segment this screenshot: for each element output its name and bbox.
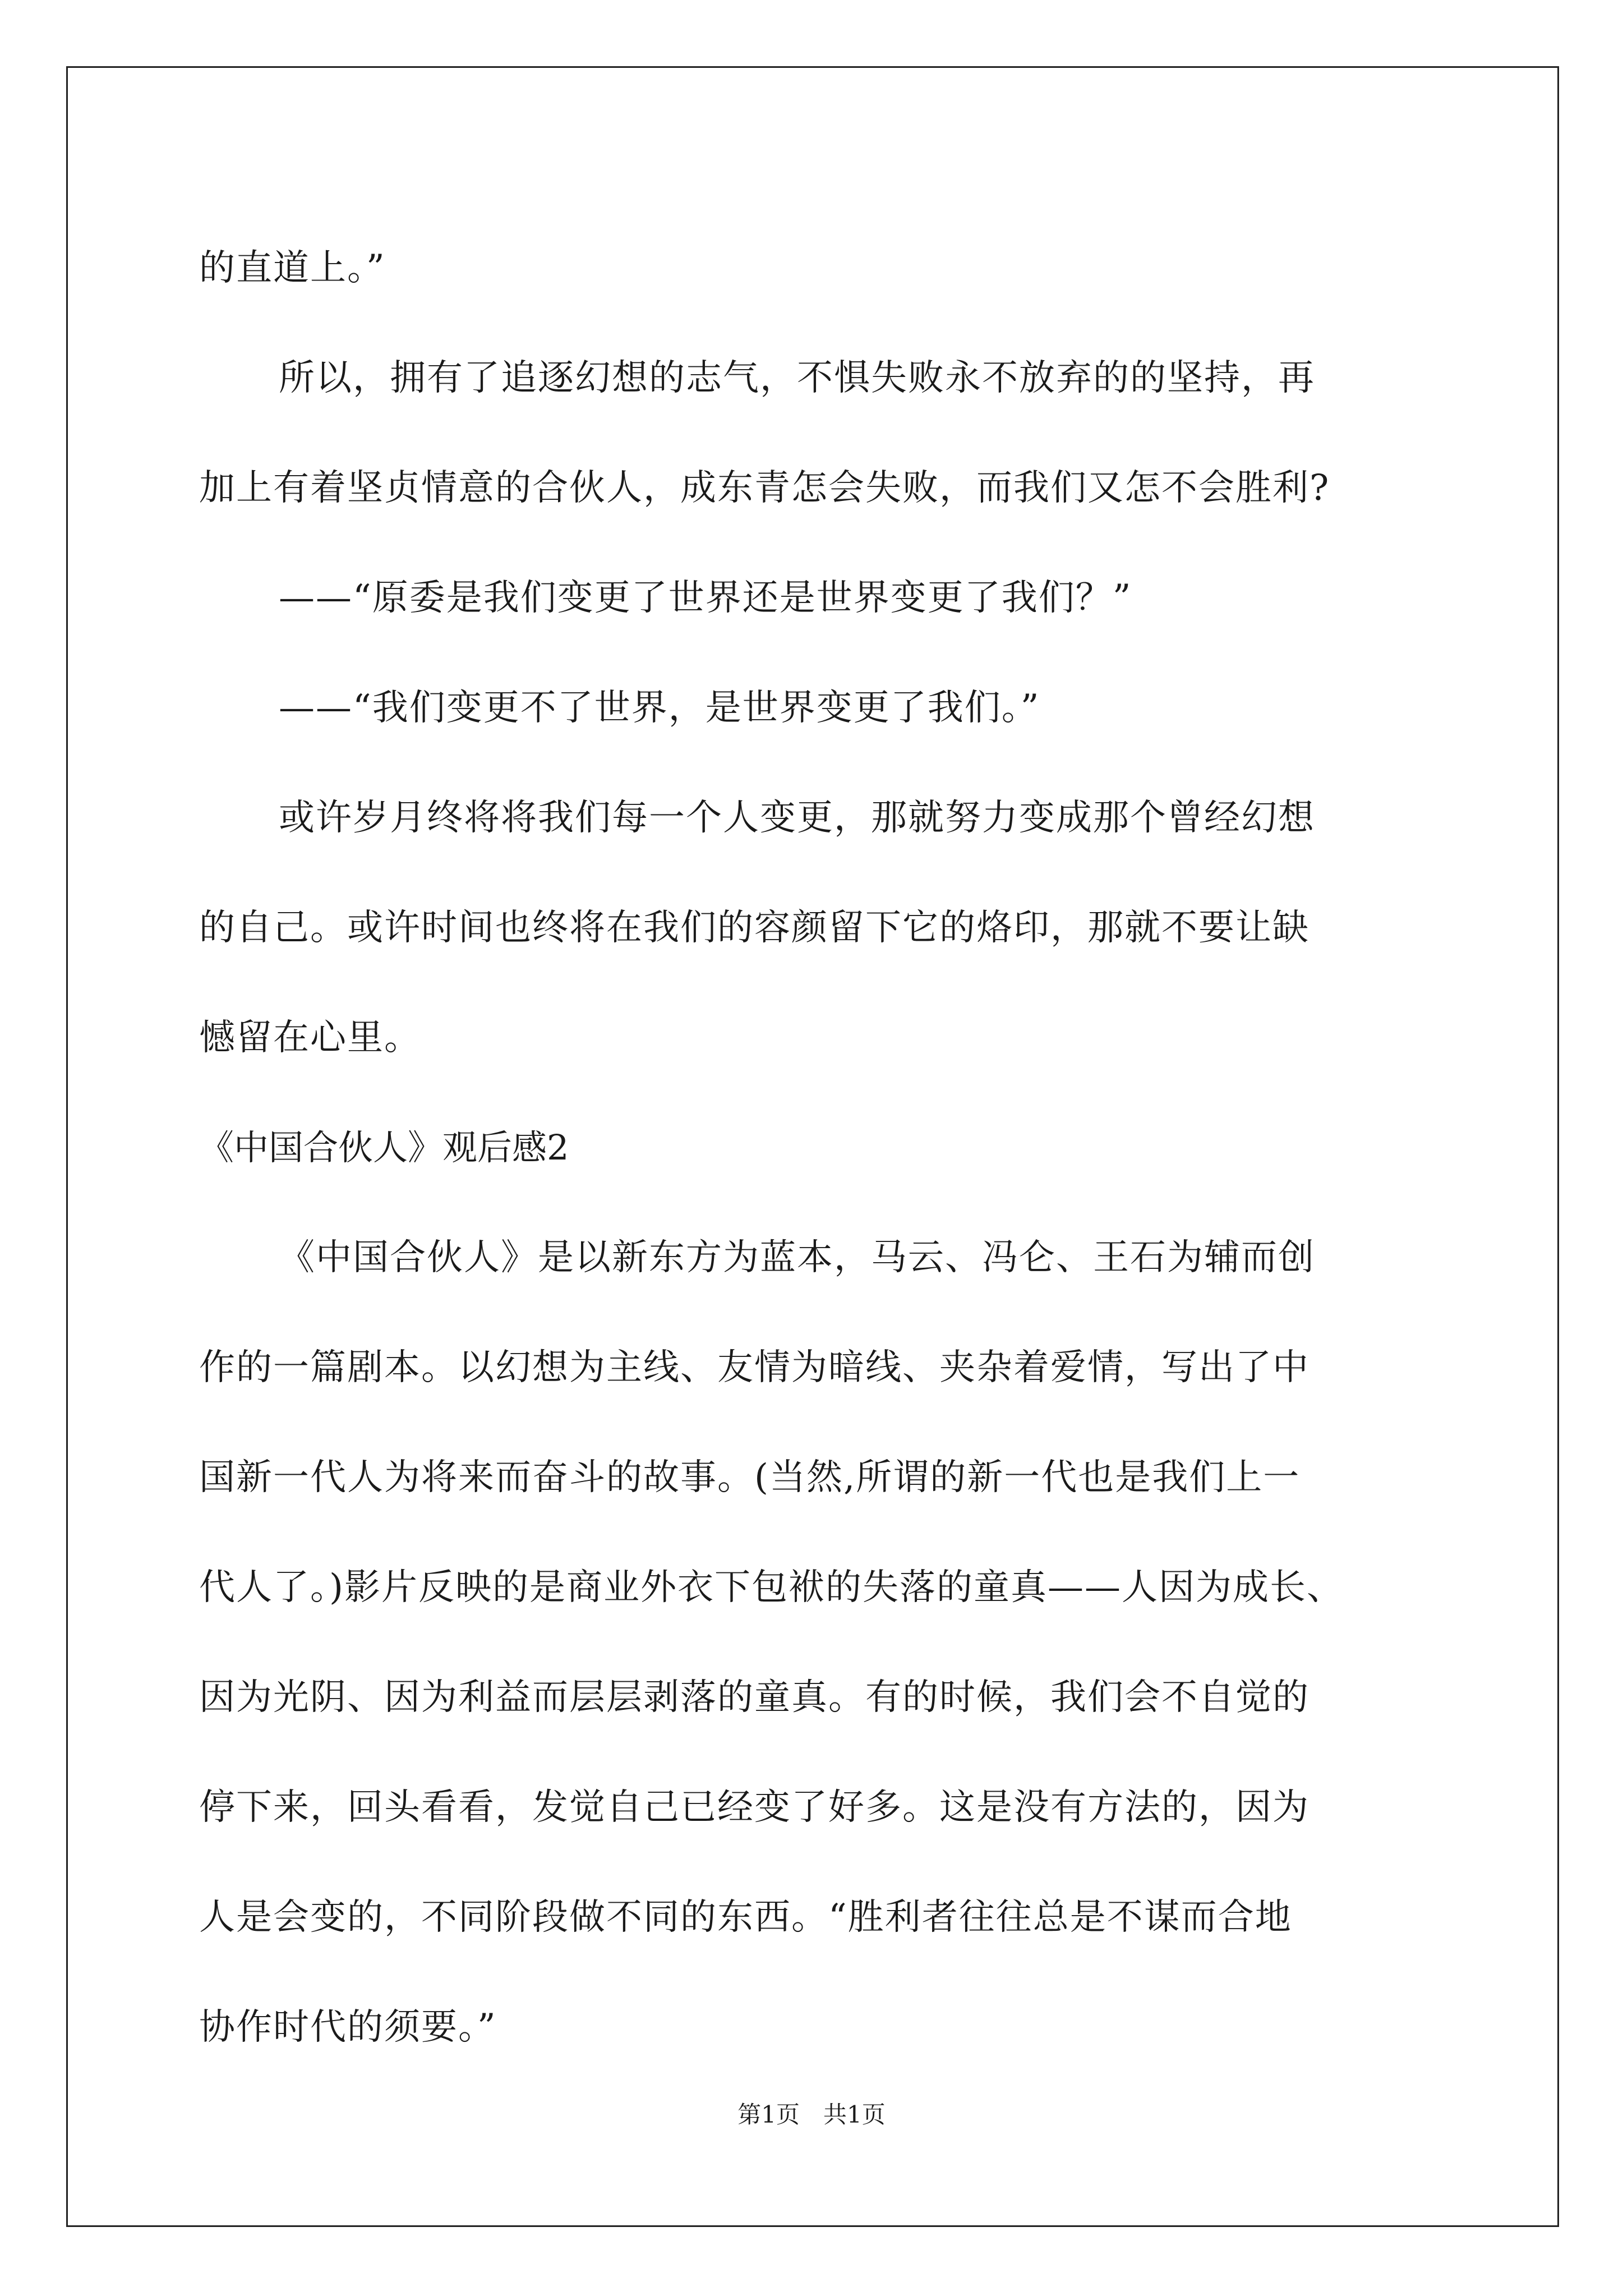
paragraph-line: 协作时代的须要。” <box>199 2007 497 2048</box>
section-heading: 《中国合伙人》观后感2 <box>199 1127 569 1168</box>
paragraph-line: 停下来，回头看看，发觉自己已经变了好多。这是没有方法的，因为 <box>199 1787 1310 1828</box>
document-body <box>199 213 1433 2082</box>
quote-line: ——“原委是我们变更了世界还是世界变更了我们？” <box>279 577 1132 619</box>
quote-line: ——“我们变更不了世界，是世界变更了我们。” <box>279 687 1040 729</box>
paragraph-line: 加上有着坚贞情意的合伙人，成东青怎会失败，而我们又怎不会胜利? <box>199 467 1330 509</box>
paragraph-line: 或许岁月终将将我们每一个人变更，那就努力变成那个曾经幻想 <box>279 797 1315 839</box>
paragraph-line: 作的一篇剧本。以幻想为主线、友情为暗线、夹杂着爱情，写出了中 <box>199 1347 1310 1388</box>
paragraph-line: 因为光阴、因为利益而层层剥落的童真。有的时候，我们会不自觉的 <box>199 1677 1310 1718</box>
page-number-footer: 第1页 共1页 <box>737 2101 886 2128</box>
paragraph-line: 的直道上。” <box>199 247 386 289</box>
paragraph-line: 憾留在心里。 <box>199 1017 421 1059</box>
paragraph-line: 的自己。或许时间也终将在我们的容颜留下它的烙印，那就不要让缺 <box>199 907 1310 949</box>
paragraph-line: 《中国合伙人》是以新东方为蓝本，马云、冯仑、王石为辅而创 <box>279 1237 1315 1278</box>
paragraph-line: 所以，拥有了追逐幻想的志气，不惧失败永不放弃的的坚持，再 <box>279 357 1315 399</box>
paragraph-line: 人是会变的，不同阶段做不同的东西。“胜利者往往总是不谋而合地 <box>199 1897 1292 1938</box>
paragraph-line: 代人了。)影片反映的是商业外衣下包袱的失落的童真——人因为成长、 <box>199 1567 1344 1608</box>
paragraph-line: 国新一代人为将来而奋斗的故事。(当然,所谓的新一代也是我们上一 <box>199 1457 1301 1498</box>
